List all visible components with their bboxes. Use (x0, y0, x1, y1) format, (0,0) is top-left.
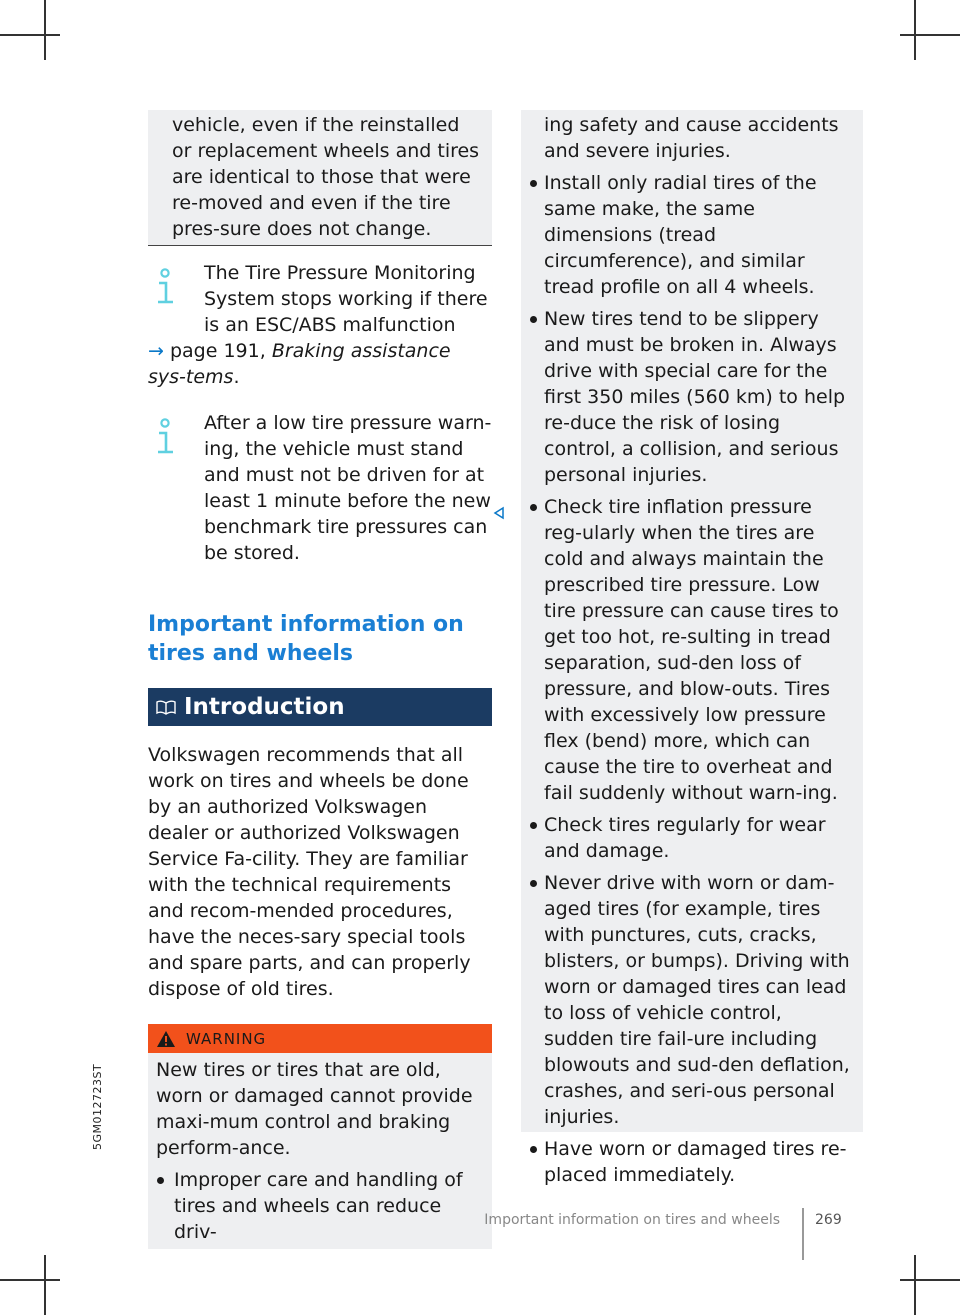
list-item: Have worn or damaged tires re-placed immediately. (529, 1136, 855, 1188)
warning-label: WARNING (186, 1029, 267, 1048)
warning-continued-lead: ing safety and cause accidents and severe injuries. (544, 114, 839, 162)
info-icon (152, 418, 178, 458)
note-tpms-body: The Tire Pressure Monitoring System stops working if there is an ESC/ABS malfunction (204, 262, 488, 336)
list-item: Never drive with worn or dam-aged tires (for example, tires with punctures, cuts, cracks, blisters, or bumps). Driving with worn or damaged tires can lead to loss of vehicle control, sudden tire fail-ure including blowouts and sud-den deflation, crashes, and seri-ous personal injuries. (529, 870, 855, 1130)
right-column-warning-continued (521, 110, 863, 1186)
cross-reference-title[interactable]: Braking assistance sys-tems (148, 340, 451, 388)
document-code: 5GM012723ST (91, 1063, 104, 1150)
note-benchmark-text (148, 410, 492, 566)
warning-bullet: Improper care and handling of tires and wheels can reduce driv- (156, 1167, 484, 1245)
page-number: 269 (815, 1212, 842, 1228)
left-column (148, 110, 492, 1249)
introduction-heading-bar (148, 688, 492, 726)
info-icon (152, 268, 178, 308)
crop-mark (900, 34, 960, 36)
list-item: New tires tend to be slippery and must be broken in. Always drive with special care for the first 350 miles (560 km) to help re-duce the risk of losing control, a collision, and serious personal injuries. (529, 306, 855, 488)
list-item: Check tires regularly for wear and damage. (529, 812, 855, 864)
cross-reference-arrow: → (148, 340, 164, 362)
crop-mark (0, 1279, 60, 1281)
warning-text: New tires or tires that are old, worn or damaged cannot provide maxi-mum control and braking perform-ance. (156, 1059, 473, 1159)
footer-chapter-title: Important information on tires and wheels (484, 1212, 780, 1228)
introduction-heading: Introduction (184, 694, 345, 720)
end-of-section-arrow-icon (493, 506, 505, 520)
warning-header (148, 1024, 492, 1053)
continued-text: vehicle, even if the reinstalled or replacement wheels and tires are identical to those that were re-moved and even if the tire pres-sure does not change. (172, 114, 480, 240)
footer-divider (802, 1208, 804, 1260)
note-tpms-period: . (233, 366, 240, 388)
crop-mark (0, 34, 60, 36)
info-note-tpms (148, 260, 492, 390)
continued-warning-box (148, 110, 492, 246)
info-note-benchmark (148, 410, 492, 566)
note-benchmark-body: After a low tire pressure warn-ing, the vehicle must stand and must not be driven for at least 1 minute before the new benchmark tire pressures can be stored. (204, 412, 492, 564)
crop-mark (914, 0, 916, 60)
warning-triangle-icon (156, 1030, 176, 1048)
cross-reference-page[interactable]: page 191, (163, 340, 272, 362)
crop-mark (44, 0, 46, 60)
crop-mark (900, 1279, 960, 1281)
book-icon (156, 699, 176, 715)
note-tpms-text (148, 260, 492, 390)
introduction-text: Volkswagen recommends that all work on tires and wheels be done by an authorized Volkswagen dealer or authorized Volkswagen Service Fa-cility. They are familiar with the technical requirements and recom-mended procedures, have the neces-sary special tools and spare parts, and can properly dispose of old tires. (148, 744, 471, 1000)
section-title: Important information on tires and wheels (148, 612, 464, 666)
page-footer (0, 1212, 960, 1272)
list-item: Check tire inflation pressure reg-ularly when the tires are cold and always maintain the prescribed tire pressure. Low tire pressure can cause tires to get too hot, re-sulting in tread separation, sud-den loss of pressure, and blow-outs. Tires with excessively low pressure flex (bend) more, which can cause the tire to overheat and fail suddenly without warn-ing. (529, 494, 855, 806)
list-item: Install only radial tires of the same make, the same dimensions (tread circumference), and similar tread profile on all 4 wheels. (529, 170, 855, 300)
